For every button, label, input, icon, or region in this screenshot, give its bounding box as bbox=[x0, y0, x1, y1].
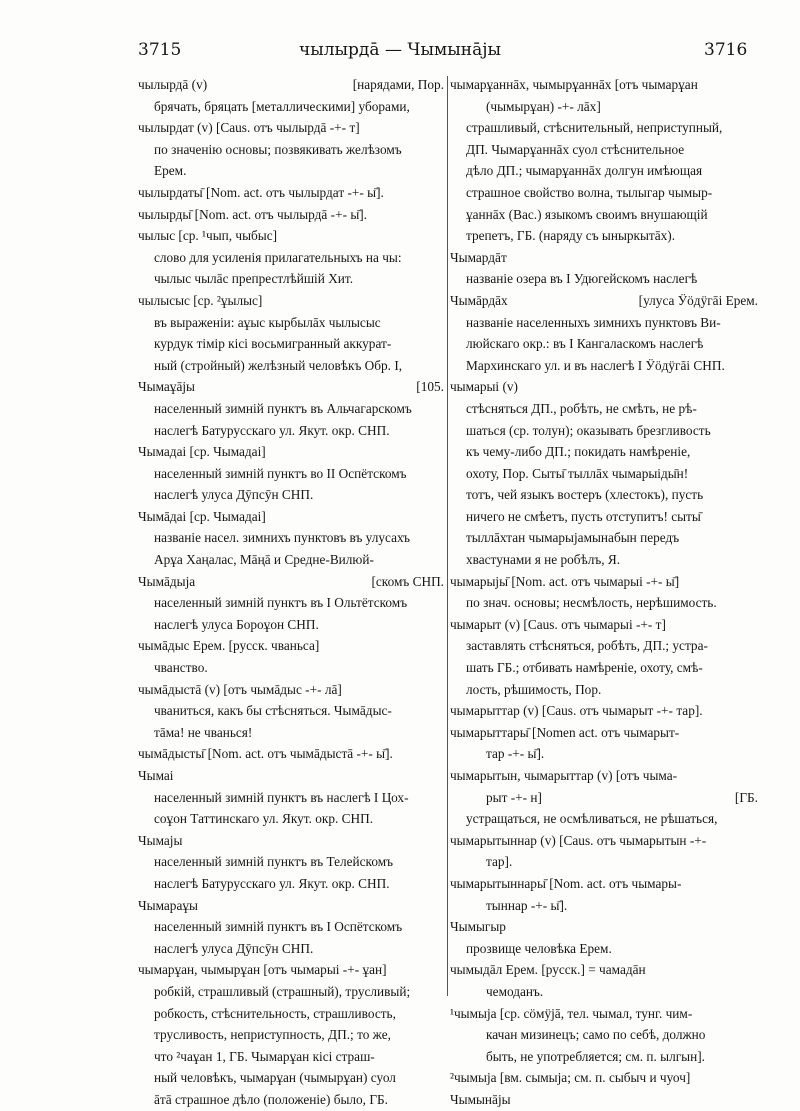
text-segment: [улуса Ӱӧдӱгāі Ерем. bbox=[638, 292, 758, 308]
text-line: ұаннāх (Вас.) языкомъ своимъ внушающiй bbox=[466, 206, 708, 222]
text-line: чымарытын, чымарыттар (v) [отъ чыма- bbox=[450, 768, 678, 783]
text-line: слово для усиленiя прилагательныхъ на чы: bbox=[154, 249, 402, 265]
text-segment: Чымāрдāх bbox=[450, 292, 508, 308]
text-line: трепетъ, ГБ. (наряду съ ыныркытāх). bbox=[466, 228, 676, 244]
text-line: по значенiю основы; позвякивать желѣзомъ bbox=[154, 141, 402, 157]
text-segment: [скомъ СНП. bbox=[371, 573, 444, 589]
text-line: къ чему-либо ДП.; покидать намѣренiе, bbox=[466, 444, 691, 460]
text-line: чылыс чылāс препрестлѣйшiй Хит. bbox=[154, 271, 354, 287]
text-line: тар -+- ы̄]. bbox=[486, 746, 545, 762]
text-line: устращаться, не осмѣливаться, не рѣшаться, bbox=[466, 811, 718, 827]
text-segment: [ГБ. bbox=[734, 789, 758, 805]
text-line: наслегѣ Батурусскаго ул. Якут. окр. СНП. bbox=[154, 422, 390, 438]
text-line: населенный зимнiй пунктъ въ I Оспётскомъ bbox=[154, 919, 403, 935]
text-line: чымарытыннары̄ [Nom. act. отъ чымары- bbox=[450, 875, 682, 891]
text-line: Чымараұы bbox=[138, 897, 198, 913]
text-line: тар]. bbox=[486, 854, 513, 870]
text-line bbox=[138, 376, 444, 398]
text-line: дѣло ДП.; чымарұаннāх долгун имѣющая bbox=[466, 163, 703, 179]
text-line bbox=[138, 571, 444, 593]
text-line: ¹чымыја [ср. сӧмӱјā, тел. чымал, тунг. чим- bbox=[450, 1005, 693, 1021]
text-segment: [105. bbox=[416, 379, 444, 395]
text-line bbox=[450, 290, 758, 312]
text-line: быть, не употребляется; см. п. ылгын]. bbox=[486, 1048, 705, 1064]
page-number-left: 3715 bbox=[138, 40, 182, 60]
text-line: робкiй, страшливый (страшный), трусливый; bbox=[154, 983, 411, 999]
text-line: чымарытыннар (v) [Caus. отъ чымарытын -+- bbox=[450, 832, 707, 848]
text-line: чымāдыс Ерем. [русск. чваньса] bbox=[138, 638, 320, 654]
text-line: чемоданъ. bbox=[486, 983, 544, 999]
running-header: чылырдā — Чымынājы bbox=[298, 40, 502, 60]
page-number-right: 3716 bbox=[704, 40, 748, 60]
text-line: тāма! не чванься! bbox=[154, 724, 253, 740]
text-line bbox=[450, 787, 758, 809]
text-line: чымарұан, чымырұан [отъ чымарыі -+- ұан] bbox=[138, 962, 387, 978]
text-line: Чымајы bbox=[138, 832, 183, 848]
text-line: чылыс [ср. ¹чып, чыбыс] bbox=[138, 228, 278, 244]
text-line: ²чымыја [вм. сымыја; см. п. сыбыч и чуоч] bbox=[450, 1070, 691, 1086]
text-line: лость, рѣшимость, Пор. bbox=[466, 681, 602, 697]
text-line: āтā страшное дѣло (положенiе) было, ГБ. bbox=[154, 1091, 388, 1107]
text-line: стѣсняться ДП., робѣть, не смѣть, не рѣ- bbox=[466, 400, 697, 416]
column-divider bbox=[447, 76, 448, 996]
text-line: названiе озера въ I Удюгейскомъ наслегѣ bbox=[466, 271, 698, 287]
text-segment: чылырдā (v) bbox=[138, 77, 208, 92]
text-line: люйскаго окр.: въ I Кангаласкомъ наслегѣ bbox=[466, 336, 704, 352]
text-line: курдук тiмiр кiсi восьмигранный аккурат- bbox=[154, 336, 392, 352]
text-line: тыллāхтан чымарыјамынабын передъ bbox=[466, 530, 680, 546]
text-line: чымарұаннāх, чымырұаннāх [отъ чымарұан bbox=[450, 77, 698, 92]
text-line: соұон Таттинскаго ул. Якут. окр. СНП. bbox=[154, 811, 374, 827]
text-line: ный (стройный) желѣзный человѣкъ Обр. I, bbox=[154, 357, 403, 373]
text-line: наслегѣ улуса Дӯпсӯн СНП. bbox=[154, 940, 314, 956]
text-line: чымāдыстā (v) [отъ чымāдыс -+- лā] bbox=[138, 681, 342, 697]
text-line: чванство. bbox=[154, 660, 208, 676]
text-line: охоту, Пор. Сыты̄ тыллāх чымарыіды̄н! bbox=[466, 465, 689, 481]
text-line: наслегѣ улуса Дӯпсӯн СНП. bbox=[154, 487, 314, 503]
text-line: (чымырұан) -+- лāх] bbox=[486, 98, 601, 114]
text-line: чылырды̄ [Nom. act. отъ чылырдā -+- ы̄]. bbox=[138, 206, 368, 222]
text-line: чымарыттар (v) [Caus. отъ чымарыт -+- тар]. bbox=[450, 703, 703, 719]
text-line: въ выраженiи: аұыс кырбылāх чылысыс bbox=[154, 314, 381, 330]
text-line: шать ГБ.; отбивать намѣренiе, охоту, смѣ- bbox=[466, 660, 703, 676]
text-line: Чымынājы bbox=[450, 1091, 511, 1107]
text-segment: Чымāдыја bbox=[138, 573, 196, 589]
right-column bbox=[450, 74, 758, 1111]
text-line: по знач. основы; несмѣлость, нерѣшимость. bbox=[466, 595, 717, 611]
text-line: тыннар -+- ы̄]. bbox=[486, 897, 568, 913]
text-line: ничего не смѣетъ, пусть отступитъ! сыты̄ bbox=[466, 508, 701, 524]
text-line: чымарыттары̄ [Nomen act. отъ чымарыт- bbox=[450, 724, 680, 740]
text-line: тотъ, чей языкъ востеръ (хлестокъ), пусть bbox=[466, 487, 704, 503]
text-line: робкость, стѣснительность, страшливость, bbox=[154, 1005, 396, 1021]
text-line: Чымыгыр bbox=[450, 919, 506, 935]
text-line: страшливый, стѣснительный, неприступный, bbox=[466, 120, 723, 136]
text-line: чымарыт (v) [Caus. отъ чымарыі -+- т] bbox=[450, 616, 666, 632]
text-line: страшное свойство волна, тылыгар чымыр- bbox=[466, 184, 713, 200]
text-line: населенный зимнiй пунктъ во II Оспётскомъ bbox=[154, 465, 407, 481]
text-line: Чымāдаі [ср. Чымадаі] bbox=[138, 508, 266, 524]
text-line: чымарыі (v) bbox=[450, 379, 518, 395]
text-line: наслегѣ улуса Бороұон СНП. bbox=[154, 616, 319, 632]
text-line: прозвище человѣка Ерем. bbox=[466, 940, 612, 956]
text-line: брячать, бряцать [металлическими] уборами, bbox=[154, 98, 410, 114]
text-line: качан мизинецъ; само по себѣ, должно bbox=[486, 1027, 706, 1043]
text-line: населенный зимнiй пунктъ въ Телейскомъ bbox=[154, 854, 394, 870]
text-line: Чымардāт bbox=[450, 249, 507, 265]
text-line: ДП. Чымарұаннāх суол стѣснительное bbox=[466, 141, 685, 157]
text-segment: [нарядами, Пор. bbox=[352, 77, 444, 92]
text-line: чылырдаты̄ [Nom. act. отъ чылырдат -+- ы̄]. bbox=[138, 184, 384, 200]
text-segment: Чымаұājы bbox=[138, 379, 195, 395]
text-line: чылысыс [ср. ²ұылыс] bbox=[138, 292, 263, 308]
text-line: чваниться, какъ бы стѣсняться. Чымāдыс- bbox=[154, 703, 392, 719]
text-line: названiе насел. зимнихъ пунктовъ въ улусахъ bbox=[154, 530, 411, 546]
text-line: Мархинскаго ул. и въ наслегѣ I Ӱӧдӱгāі СНП. bbox=[466, 357, 725, 373]
text-line: чымāдысты̄ [Nom. act. отъ чымāдыстā -+- ы̄]. bbox=[138, 746, 393, 762]
text-line: хвастунами я не робѣлъ, Я. bbox=[466, 552, 621, 568]
text-line bbox=[138, 74, 444, 96]
text-line: Чымадаі [ср. Чымадаі] bbox=[138, 444, 266, 460]
text-line: населенный зимнiй пунктъ въ Альчагарскомъ bbox=[154, 400, 412, 416]
text-line: населенный зимнiй пунктъ въ наслегѣ I Цох- bbox=[154, 789, 409, 805]
text-line: наслегѣ Батурусскаго ул. Якут. окр. СНП. bbox=[154, 875, 390, 891]
left-column bbox=[138, 74, 444, 1111]
text-line: чымарыјы̄ [Nom. act. отъ чымарыі -+- ы̄] bbox=[450, 573, 680, 589]
text-line: названiе населенныхъ зимнихъ пунктовъ Ви- bbox=[466, 314, 721, 330]
text-line: шаться (ср. толун); оказывать брезгливость bbox=[466, 422, 711, 438]
text-line: Чымаі bbox=[138, 768, 174, 783]
text-line: заставлять стѣсняться, робѣть, ДП.; устра- bbox=[466, 638, 708, 654]
text-line: населенный зимнiй пунктъ въ I Ольтётскомъ bbox=[154, 595, 408, 611]
text-line: чылырдат (v) [Caus. отъ чылырдā -+- т] bbox=[138, 120, 360, 136]
text-line: Ерем. bbox=[154, 163, 187, 179]
text-line: чымыдāл Ерем. [русск.] = чамадāн bbox=[450, 962, 646, 978]
text-line: ный человѣкъ, чымарұан (чымырұан) суол bbox=[154, 1070, 396, 1086]
text-line: Арұа Хаңалас, Мāңā и Средне-Вилюй- bbox=[154, 552, 374, 568]
text-line: что ²чаұан 1, ГБ. Чымарұан кiсi страш- bbox=[154, 1048, 375, 1064]
text-line: трусливость, неприступность, ДП.; то же, bbox=[154, 1027, 391, 1043]
text-segment: рыт -+- н] bbox=[486, 789, 542, 805]
